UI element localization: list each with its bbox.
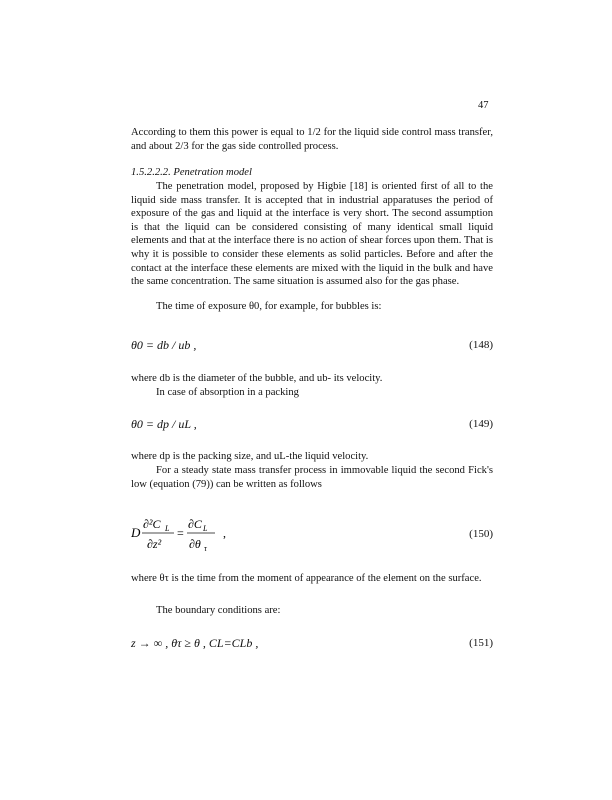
equation-151-expression: z → ∞ , θτ ≥ θ , CL=CLb , bbox=[131, 636, 259, 650]
paragraph-fick: For a steady state mass transfer process in immovable liquid the second Fick's low (equation (79)) can be written as follows bbox=[131, 465, 493, 490]
svg-text:D: D bbox=[131, 525, 141, 540]
svg-text:τ: τ bbox=[204, 544, 207, 553]
paragraph-packing-intro: In case of absorption in a packing bbox=[156, 387, 299, 398]
equation-149-number: (149) bbox=[469, 418, 493, 430]
svg-text:∂C: ∂C bbox=[188, 517, 202, 531]
equation-151 bbox=[131, 636, 493, 656]
svg-text:=: = bbox=[177, 526, 184, 540]
paragraph-bubble-definition: where db is the diameter of the bubble, and ub- its velocity. bbox=[131, 373, 383, 384]
equation-150-graphic bbox=[131, 510, 331, 556]
equation-148-expression: θ0 = db / ub , bbox=[131, 338, 197, 352]
svg-text:∂²C: ∂²C bbox=[143, 517, 161, 531]
paragraph-time-definition: where θτ is the time from the moment of appearance of the element on the surface. bbox=[131, 573, 482, 584]
svg-text:L: L bbox=[165, 524, 170, 533]
svg-text:∂θ: ∂θ bbox=[189, 537, 201, 551]
equation-148-number: (148) bbox=[469, 339, 493, 351]
paragraph-packing-size: where dp is the packing size, and uL-the liquid velocity. bbox=[131, 451, 369, 462]
paragraph-intro: According to them this power is equal to 1/2 for the liquid side control mass transfer, and about 2/3 for the gas side controlled process. bbox=[131, 127, 493, 152]
page-number: 47 bbox=[478, 100, 489, 111]
paragraph-penetration: The penetration model, proposed by Higbie [18] is oriented first of all to the liquid side mass transfer. It is accepted that in industrial apparatuses the period of exposure of the gas and liquid at the interface is very short. The second assumption is that the liquid can be considered consisting of many identical small liquid elements and that at the interface there is no action of shear forces upon them. That is why it is possible to consider these elements as solid particles. Before and after the contact at the interface these elements are mixed with the liquid in the bulk and have the same concentration. The same situation is assumed also for the gas phase. bbox=[131, 181, 493, 288]
equation-149 bbox=[131, 417, 493, 437]
equation-149-expression: θ0 = dp / uL , bbox=[131, 417, 197, 431]
svg-text:∂z²: ∂z² bbox=[147, 537, 162, 551]
section-heading: 1.5.2.2.2. Penetration model bbox=[131, 167, 252, 178]
svg-text:,: , bbox=[223, 526, 226, 540]
equation-150 bbox=[131, 510, 493, 556]
svg-text:L: L bbox=[203, 524, 208, 533]
equation-151-number: (151) bbox=[469, 637, 493, 649]
paragraph-exposure: The time of exposure θ0, for example, for bubbles is: bbox=[156, 301, 382, 312]
paragraph-boundary: The boundary conditions are: bbox=[156, 605, 281, 616]
equation-148 bbox=[131, 338, 493, 358]
equation-150-number: (150) bbox=[469, 528, 493, 540]
